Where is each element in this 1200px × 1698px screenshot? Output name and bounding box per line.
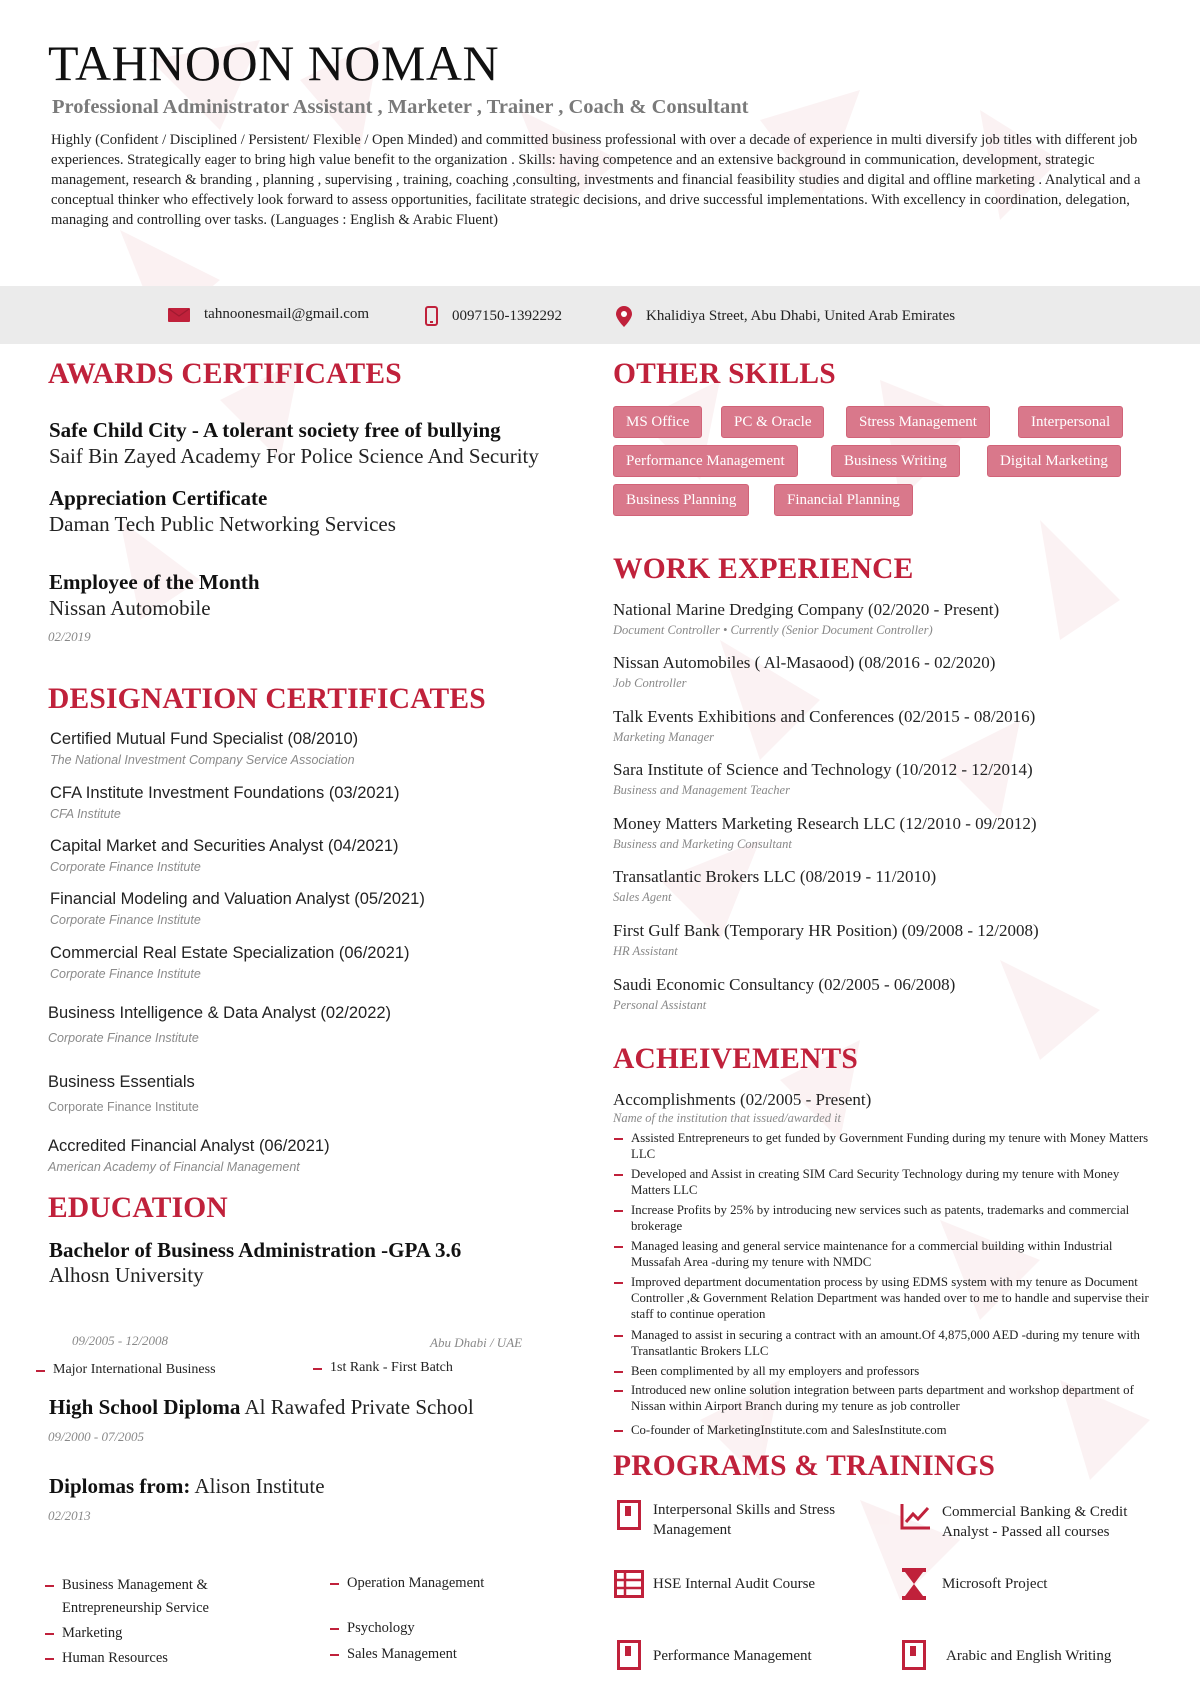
job-role: Business and Marketing Consultant	[613, 837, 792, 851]
cert-issuer: Corporate Finance Institute	[48, 1100, 199, 1114]
degree-dates: 09/2005 - 12/2008	[72, 1333, 169, 1348]
diploma-item: Marketing	[62, 1625, 123, 1641]
cert-issuer: American Academy of Financial Management	[48, 1160, 300, 1174]
job-title: First Gulf Bank (Temporary HR Position) (09/2008 - 12/2008)	[613, 921, 1039, 940]
job-role: Document Controller • Currently (Senior Document Controller)	[613, 623, 933, 637]
list-icon	[614, 1570, 644, 1598]
achievement-item: Introduced new online solution integration between parts department and workshop department of Nissan within Airport Branch during my tenure as job controller	[631, 1382, 1151, 1414]
diplomas-date: 02/2013	[48, 1508, 91, 1523]
contact-email[interactable]	[168, 306, 369, 323]
achievements-heading: ACHEIVEMENTS	[613, 1043, 858, 1075]
skill-pill: PC & Oracle	[721, 406, 824, 438]
job-title: National Marine Dredging Company (02/2020 - Present)	[613, 600, 1000, 619]
achievement-item: Been complimented by all my employers and professors	[631, 1363, 1151, 1379]
highschool-school: Al Rawafed Private School	[244, 1395, 474, 1419]
diplomas-title: Diplomas from:	[49, 1474, 191, 1498]
job-role: Personal Assistant	[613, 998, 707, 1012]
contact-address	[616, 306, 955, 327]
award-title: Appreciation Certificate	[49, 486, 268, 510]
email-icon	[168, 308, 190, 322]
skill-pill: Business Planning	[613, 484, 749, 516]
highschool-dates: 09/2000 - 07/2005	[48, 1429, 145, 1444]
hourglass-icon	[902, 1568, 926, 1600]
candidate-name: TAHNOON NOMAN	[48, 35, 500, 91]
job-title: Money Matters Marketing Research LLC (12/2010 - 09/2012)	[613, 814, 1037, 833]
cert-title: Business Intelligence & Data Analyst (02/2022)	[48, 1004, 392, 1022]
chart-icon	[900, 1502, 932, 1530]
accomplishments-subtitle: Name of the institution that issued/awarded it	[613, 1111, 842, 1125]
contact-phone[interactable]	[425, 306, 562, 326]
award-org: Daman Tech Public Networking Services	[49, 512, 396, 536]
book-icon	[617, 1640, 641, 1670]
achievement-item: Co-founder of MarketingInstitute.com and SalesInstitute.com	[631, 1422, 1151, 1438]
work-heading: WORK EXPERIENCE	[613, 553, 914, 585]
diploma-item-continued: Entrepreneurship Service	[62, 1600, 209, 1616]
highschool-line	[49, 1395, 474, 1420]
degree-title: Bachelor of Business Administration -GPA 3.6	[49, 1238, 462, 1262]
book-icon	[617, 1500, 641, 1530]
accomplishments-title: Accomplishments (02/2005 - Present)	[613, 1090, 872, 1109]
degree-school: Alhosn University	[49, 1263, 204, 1287]
diploma-item: Sales Management	[347, 1646, 457, 1662]
highschool-title: High School Diploma	[49, 1395, 241, 1419]
achievement-item: Improved department documentation process by using EDMS system with my tenure as Document Controller ,& Government Relation Department was handed over to me to handle and supervise their staff to continue operation	[631, 1274, 1151, 1322]
award-org: Nissan Automobile	[49, 596, 211, 620]
job-role: Marketing Manager	[613, 730, 715, 744]
cert-title: CFA Institute Investment Foundations (03/2021)	[50, 784, 400, 802]
achievement-item: Increase Profits by 25% by introducing new services such as patents, trademarks and commercial brokerage	[631, 1202, 1151, 1234]
diploma-item: Operation Management	[347, 1575, 485, 1591]
designation-heading: DESIGNATION CERTIFICATES	[48, 683, 486, 715]
achievement-item: Managed to assist in securing a contract with an amount.Of 4,875,000 AED -during my tenure with Transatlantic Brokers LLC	[631, 1327, 1151, 1359]
job-role: Job Controller	[613, 676, 687, 690]
cert-issuer: The National Investment Company Service Association	[50, 753, 355, 767]
award-date: 02/2019	[48, 629, 91, 644]
program-item: Arabic and English Writing	[946, 1648, 1112, 1664]
program-item: Commercial Banking & Credit Analyst - Passed all courses	[942, 1504, 1128, 1540]
cert-title: Accredited Financial Analyst (06/2021)	[48, 1137, 330, 1155]
program-item: Interpersonal Skills and Stress Management	[653, 1502, 836, 1538]
cert-title: Financial Modeling and Valuation Analyst (05/2021)	[50, 890, 425, 908]
phone-text: 0097150-1392292	[452, 307, 562, 324]
diploma-item: Psychology	[347, 1620, 415, 1636]
skill-pill: Digital Marketing	[987, 445, 1121, 477]
diploma-item: Human Resources	[62, 1650, 168, 1666]
education-heading: EDUCATION	[48, 1192, 228, 1224]
cert-issuer: Corporate Finance Institute	[50, 913, 201, 927]
contact-bar	[0, 286, 1200, 344]
job-title: Transatlantic Brokers LLC (08/2019 - 11/2010)	[613, 867, 937, 886]
job-title: Sara Institute of Science and Technology (10/2012 - 12/2014)	[613, 760, 1033, 779]
skill-pill: Performance Management	[613, 445, 798, 477]
skill-pill: Interpersonal	[1018, 406, 1123, 438]
job-role: Business and Management Teacher	[613, 783, 790, 797]
skill-pill: Financial Planning	[774, 484, 913, 516]
skill-pill: MS Office	[613, 406, 702, 438]
achievement-item: Managed leasing and general service maintenance for a commercial building within Industrial Mussafah Area -during my tenure with NMDC	[631, 1238, 1151, 1270]
award-title: Employee of the Month	[49, 570, 260, 594]
job-title: Saudi Economic Consultancy (02/2005 - 06/2008)	[613, 975, 956, 994]
cert-issuer: Corporate Finance Institute	[48, 1031, 199, 1045]
cert-issuer: Corporate Finance Institute	[50, 860, 201, 874]
cert-issuer: Corporate Finance Institute	[50, 967, 201, 981]
program-item: HSE Internal Audit Course	[653, 1576, 816, 1592]
diplomas-school: Alison Institute	[194, 1474, 325, 1498]
diploma-item: Business Management &	[62, 1577, 208, 1593]
program-item: Microsoft Project	[942, 1576, 1048, 1592]
phone-icon	[425, 306, 438, 326]
achievement-item: Assisted Entrepreneurs to get funded by Government Funding during my tenure with Money Matters LLC	[631, 1130, 1151, 1162]
skill-pill: Business Writing	[831, 445, 960, 477]
cert-title: Capital Market and Securities Analyst (04/2021)	[50, 837, 399, 855]
profile-summary: Highly (Confident / Disciplined / Persistent/ Flexible / Open Minded) and committed business professional with over a decade of experience in multi diversify job titles with different job experiences. Strategically eager to bring high value benefit to the organization . Skills: having competence and an extensive background in communication, development, strategic management, research & branding , planning , supervising , training, coaching ,consulting, investments and financial feasibility studies and digital and offline marketing . Analytical and a conceptual thinker who effectively look forward to assess opportunities, facilitate strategic decisions, and drive successful implementations. With excellency in coordination, delegation, managing and controlling over tasks. (Languages : English & Arabic Fluent)	[51, 132, 1141, 228]
job-title: Nissan Automobiles ( Al-Masaood) (08/2016 - 02/2020)	[613, 653, 996, 672]
programs-heading: PROGRAMS & TRAININGS	[613, 1450, 996, 1482]
cert-title: Business Essentials	[48, 1073, 195, 1091]
degree-bullet: 1st Rank - First Batch	[330, 1360, 453, 1375]
program-item: Performance Management	[653, 1648, 812, 1664]
award-title: Safe Child City - A tolerant society free of bullying	[49, 418, 501, 442]
achievement-item: Developed and Assist in creating SIM Card Security Technology during my tenure with Money Matters LLC	[631, 1166, 1151, 1198]
candidate-subtitle: Professional Administrator Assistant , Marketer , Trainer , Coach & Consultant	[52, 96, 749, 118]
degree-location: Abu Dhabi / UAE	[430, 1335, 523, 1350]
address-text: Khalidiya Street, Abu Dhabi, United Arab Emirates	[646, 308, 956, 324]
email-text: tahnoonesmail@gmail.com	[204, 306, 370, 322]
degree-bullet: Major International Business	[53, 1362, 216, 1377]
awards-heading: AWARDS CERTIFICATES	[48, 358, 402, 390]
job-role: HR Assistant	[613, 944, 678, 958]
skill-pill: Stress Management	[846, 406, 990, 438]
award-org: Saif Bin Zayed Academy For Police Science And Security	[49, 444, 539, 468]
cert-title: Commercial Real Estate Specialization (06/2021)	[50, 944, 410, 962]
skills-heading: OTHER SKILLS	[613, 358, 836, 390]
cert-title: Certified Mutual Fund Specialist (08/2010)	[50, 730, 359, 748]
job-title: Talk Events Exhibitions and Conferences (02/2015 - 08/2016)	[613, 707, 1036, 726]
job-role: Sales Agent	[613, 890, 672, 904]
diplomas-line	[49, 1474, 325, 1499]
book-icon	[902, 1640, 926, 1670]
location-pin-icon	[616, 306, 632, 327]
cert-issuer: CFA Institute	[50, 807, 121, 821]
